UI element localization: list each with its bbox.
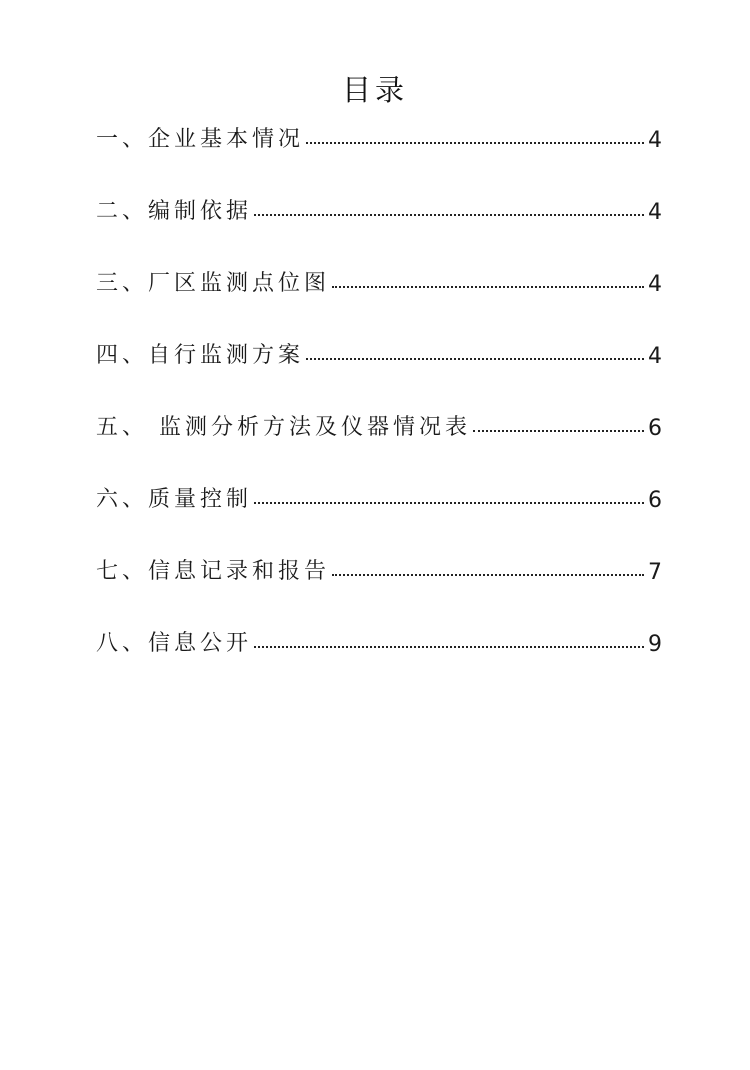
toc-entry bbox=[96, 111, 662, 153]
toc-entry-page: 4 bbox=[648, 200, 662, 225]
toc-entry-page: 7 bbox=[648, 560, 662, 585]
toc-entry-label: 八、信息公开 bbox=[96, 631, 253, 656]
toc-entry-label: 七、信息记录和报告 bbox=[96, 559, 331, 584]
toc-dot-leader bbox=[332, 574, 644, 576]
toc-entry-page: 4 bbox=[648, 128, 662, 153]
toc-dot-leader bbox=[306, 358, 644, 360]
toc-dot-leader bbox=[332, 286, 644, 288]
toc-entry-page: 4 bbox=[648, 272, 662, 297]
toc-entry-page: 6 bbox=[648, 488, 662, 513]
toc-dot-leader bbox=[473, 430, 644, 432]
table-of-contents bbox=[96, 111, 662, 687]
toc-entry-page: 9 bbox=[648, 632, 662, 657]
toc-entry-label: 六、质量控制 bbox=[96, 487, 253, 512]
toc-entry-label: 一、企业基本情况 bbox=[96, 127, 305, 152]
toc-dot-leader bbox=[254, 214, 644, 216]
toc-entry bbox=[96, 255, 662, 297]
toc-title: 目录 bbox=[341, 73, 408, 107]
toc-entry bbox=[96, 399, 662, 441]
toc-entry-label: 二、编制依据 bbox=[96, 199, 253, 224]
toc-entry-label: 三、厂区监测点位图 bbox=[96, 271, 331, 296]
toc-entry-label: 五、 监测分析方法及仪器情况表 bbox=[96, 415, 471, 440]
toc-entry bbox=[96, 543, 662, 585]
toc-entry bbox=[96, 471, 662, 513]
toc-dot-leader bbox=[306, 142, 644, 144]
toc-dot-leader bbox=[254, 502, 644, 504]
toc-entry bbox=[96, 183, 662, 225]
toc-entry-page: 6 bbox=[648, 416, 662, 441]
toc-dot-leader bbox=[254, 646, 644, 648]
toc-entry-label: 四、自行监测方案 bbox=[96, 343, 305, 368]
toc-entry bbox=[96, 615, 662, 657]
toc-entry bbox=[96, 327, 662, 369]
toc-entry-page: 4 bbox=[648, 344, 662, 369]
